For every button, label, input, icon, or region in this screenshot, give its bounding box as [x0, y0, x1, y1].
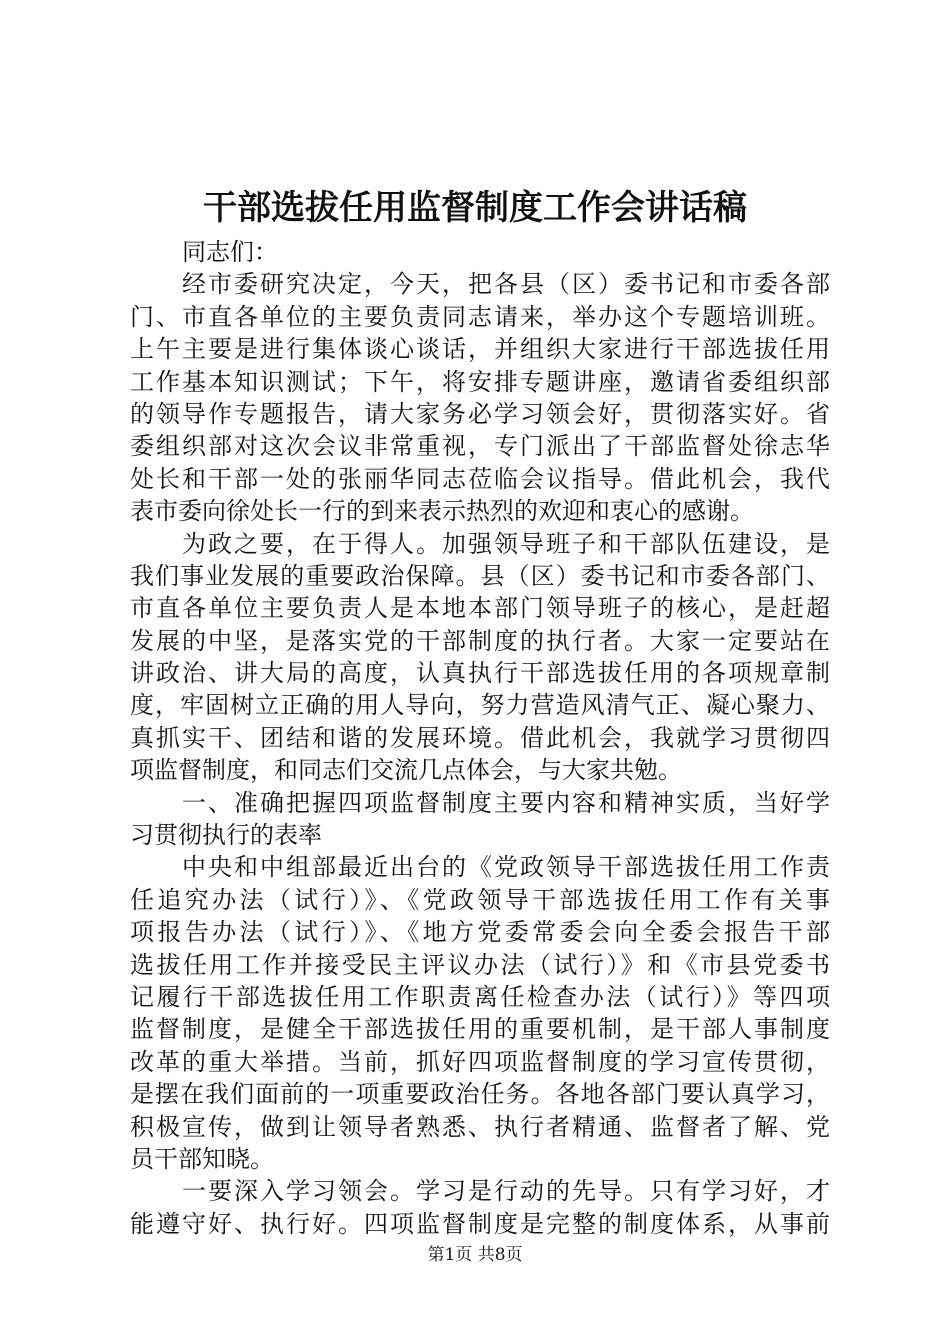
text-line: 能遵守好、执行好。四项监督制度是完整的制度体系，从事前: [130, 1209, 830, 1238]
text-line: 一要深入学习领会。学习是行动的先导。只有学习好，才: [182, 1177, 830, 1206]
text-line: 度，牢固树立正确的用人导向，努力营造风清气正、凝心聚力、: [130, 691, 830, 720]
text-line: 项监督制度，和同志们交流几点体会，与大家共勉。: [130, 756, 682, 785]
text-line: 上午主要是进行集体谈心谈话，并组织大家进行干部选拔任用: [130, 335, 830, 364]
text-line: 改革的重大举措。当前，抓好四项监督制度的学习宣传贯彻，: [130, 1047, 830, 1076]
text-line: 项报告办法（试行）》、《地方党委常委会向全委会报告干部: [130, 918, 830, 947]
text-line: 是摆在我们面前的一项重要政治任务。各地各部门要认真学习，: [130, 1080, 830, 1109]
text-line: 为政之要，在于得人。加强领导班子和干部队伍建设，是: [182, 529, 830, 558]
document-body: [130, 236, 830, 1240]
text-line: 积极宣传，做到让领导者熟悉、执行者精通、监督者了解、党: [130, 1112, 830, 1141]
text-line: 习贯彻执行的表率: [130, 821, 322, 850]
page-footer: 第1页 共8页: [427, 1245, 523, 1265]
text-line: 工作基本知识测试；下午，将安排专题讲座，邀请省委组织部: [130, 367, 830, 396]
text-line: 真抓实干、团结和谐的发展环境。借此机会，我就学习贯彻四: [130, 723, 830, 752]
text-line: 的领导作专题报告，请大家务必学习领会好，贯彻落实好。省: [130, 399, 830, 428]
text-line: 同志们：: [182, 238, 278, 266]
text-line: 监督制度，是健全干部选拔任用的重要机制，是干部人事制度: [130, 1015, 830, 1044]
text-line: 讲政治、讲大局的高度，认真执行干部选拔任用的各项规章制: [130, 659, 830, 688]
text-line: 一、准确把握四项监督制度主要内容和精神实质，当好学: [182, 788, 830, 817]
text-line: 经市委研究决定，今天，把各县（区）委书记和市委各部: [182, 270, 830, 299]
text-line: 选拔任用工作并接受民主评议办法（试行）》和《市县党委书: [130, 950, 830, 979]
text-line: 中央和中组部最近出台的《党政领导干部选拔任用工作责: [182, 853, 830, 882]
text-line: 任追究办法（试行）》、《党政领导干部选拔任用工作有关事: [130, 885, 830, 914]
text-line: 员干部知晓。: [130, 1144, 274, 1173]
text-line: 门、市直各单位的主要负责同志请来，举办这个专题培训班。: [130, 302, 830, 331]
text-line: 发展的中坚，是落实党的干部制度的执行者。大家一定要站在: [130, 626, 830, 655]
text-line: 表市委向徐处长一行的到来表示热烈的欢迎和衷心的感谢。: [130, 497, 754, 526]
text-line: 处长和干部一处的张丽华同志莅临会议指导。借此机会，我代: [130, 464, 830, 493]
text-line: 我们事业发展的重要政治保障。县（区）委书记和市委各部门、: [130, 561, 830, 590]
document-title: 干部选拔任用监督制度工作会讲话稿: [203, 188, 747, 228]
text-line: 市直各单位主要负责人是本地本部门领导班子的核心，是赶超: [130, 594, 830, 623]
text-line: 记履行干部选拔任用工作职责离任检查办法（试行）》等四项: [130, 982, 830, 1011]
text-line: 委组织部对这次会议非常重视，专门派出了干部监督处徐志华: [130, 432, 830, 461]
